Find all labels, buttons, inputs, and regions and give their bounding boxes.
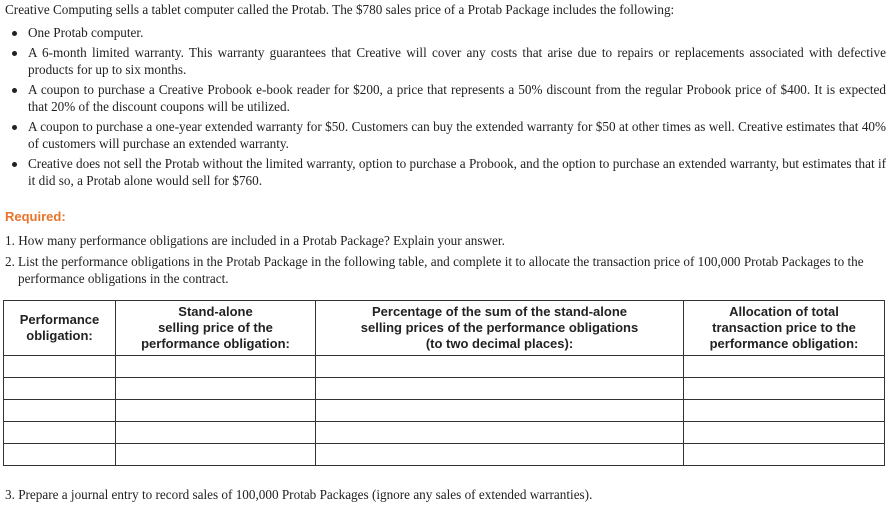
list-item — [0, 155, 886, 189]
list-item — [0, 44, 886, 78]
list-item — [0, 118, 886, 152]
table-cell[interactable] — [316, 378, 684, 400]
question-1: 1. How many performance obligations are included in a Protab Package? Explain your answer. — [5, 233, 505, 248]
question-2 — [5, 253, 875, 287]
table-row — [4, 444, 885, 466]
list-item — [0, 81, 886, 115]
table-cell[interactable] — [4, 400, 116, 422]
list-item-text: A coupon to purchase a Creative Probook e-book reader for $200, a price that represents a 50% discount from the regular Probook price of $400. It is expected that 20% of the discount coupons will be utilized. — [28, 82, 886, 114]
table-cell[interactable] — [684, 400, 885, 422]
table-cell[interactable] — [684, 356, 885, 378]
question-2-text: List the performance obligations in the Protab Package in the following table, and complete it to allocate the transaction price of 100,000 Protab Packages to the performance obligations in the contract. — [18, 254, 864, 286]
package-items-list — [0, 24, 886, 192]
table-cell[interactable] — [684, 422, 885, 444]
list-item-text: One Protab computer. — [28, 25, 144, 40]
bullet-icon — [12, 51, 17, 56]
table-cell[interactable] — [116, 356, 316, 378]
table-row — [4, 356, 885, 378]
bullet-icon — [12, 88, 17, 93]
question-3: 3. Prepare a journal entry to record sales of 100,000 Protab Packages (ignore any sales of extended warranties). — [5, 487, 593, 502]
table-cell[interactable] — [4, 356, 116, 378]
list-item — [0, 24, 886, 41]
table-cell[interactable] — [316, 422, 684, 444]
table-cell[interactable] — [4, 422, 116, 444]
allocation-table — [3, 300, 885, 466]
table-cell[interactable] — [316, 356, 684, 378]
table-row — [4, 422, 885, 444]
header-percentage: Percentage of the sum of the stand-alone selling prices of the performance obligations (to two decimal places): — [316, 301, 684, 356]
table-cell[interactable] — [684, 444, 885, 466]
question-2-number: 2. — [5, 254, 15, 269]
list-item-text: A coupon to purchase a one-year extended warranty for $50. Customers can buy the extended warranty for $50 at other times as well. Creative estimates that 40% of customers will purchase an extended warranty. — [28, 119, 886, 151]
bullet-icon — [12, 31, 17, 36]
header-standalone-price: Stand-alone selling price of the performance obligation: — [116, 301, 316, 356]
table-header-row — [4, 301, 885, 356]
table-cell[interactable] — [116, 444, 316, 466]
table-cell[interactable] — [684, 378, 885, 400]
required-heading: Required: — [5, 209, 66, 224]
table-cell[interactable] — [116, 422, 316, 444]
header-allocation: Allocation of total transaction price to the performance obligation: — [684, 301, 885, 356]
table-cell[interactable] — [4, 444, 116, 466]
table-cell[interactable] — [116, 378, 316, 400]
table-cell[interactable] — [316, 444, 684, 466]
table-cell[interactable] — [116, 400, 316, 422]
list-item-text: A 6-month limited warranty. This warranty guarantees that Creative will cover any costs that arise due to repairs or replacements associated with defective products for up to six months. — [28, 45, 886, 77]
bullet-icon — [12, 162, 17, 167]
list-item-text: Creative does not sell the Protab without the limited warranty, option to purchase a Probook, and the option to purchase an extended warranty, but estimates that if it did so, a Protab alone would sell for $760. — [28, 156, 886, 188]
table-row — [4, 400, 885, 422]
table-cell[interactable] — [316, 400, 684, 422]
table-row — [4, 378, 885, 400]
header-performance-obligation: Performance obligation: — [4, 301, 116, 356]
intro-text: Creative Computing sells a tablet computer called the Protab. The $780 sales price of a Protab Package includes the following: — [5, 2, 675, 17]
bullet-icon — [12, 125, 17, 130]
table-cell[interactable] — [4, 378, 116, 400]
